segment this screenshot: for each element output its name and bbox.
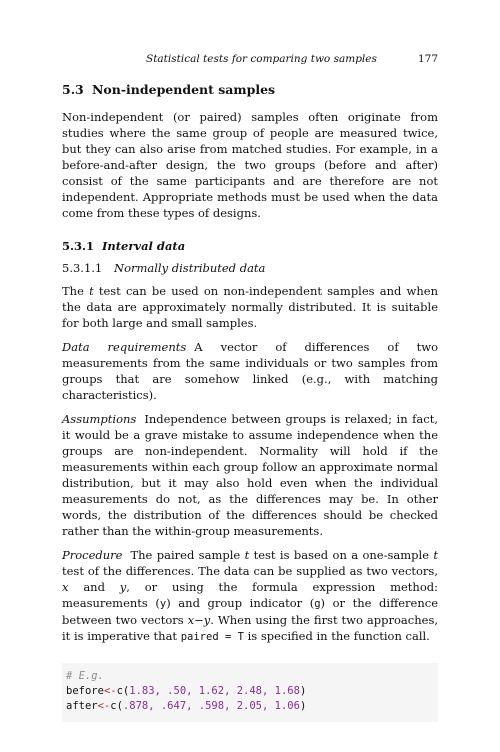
code-variable: after	[66, 700, 98, 712]
code-numbers: .878, .647, .598, 2.05, 1.06	[122, 700, 300, 712]
inline-code-y: y	[159, 598, 167, 610]
procedure-heading: Procedure	[62, 548, 123, 562]
text-span: Independence between groups is relaxed; in fact, it would be a grave mistake to assume independence when the groups are non-independent. Normality will hold if the measurements within each group follow an approximate normal distribution, but it may also hold even when the individual measurements do not, as the differences may be. In other words, the distribution of the differences should be checked rather than the within-group measurements.	[62, 412, 438, 538]
subsubsection-heading	[62, 261, 438, 275]
code-variable: before	[66, 685, 104, 697]
procedure-paragraph	[62, 547, 438, 645]
text-span: . When using the first two approaches, it is imperative that	[62, 613, 438, 643]
code-line-comment	[66, 669, 434, 684]
assumptions-paragraph	[62, 411, 438, 539]
code-function: c(	[116, 685, 130, 697]
text-span: The	[62, 284, 90, 298]
code-numbers: 1.83, .50, 1.62, 2.48, 1.68	[129, 685, 300, 697]
page-number: 177	[417, 53, 438, 65]
inline-code-g: g	[314, 598, 321, 610]
code-comment: # E.g.	[66, 670, 104, 682]
subsubsection-number: 5.3.1.1	[62, 261, 103, 275]
text-span: and	[68, 580, 120, 594]
text-span: test can be used on non-independent samples and when the data are approximately normally distributed. It is suitable for both large and small samples.	[62, 284, 438, 330]
text-span: The paired sample	[130, 548, 245, 562]
subsection-number: 5.3.1	[62, 239, 95, 253]
running-head-title: Statistical tests for comparing two samples	[146, 53, 377, 65]
text-span: is specified in the function call.	[243, 629, 430, 643]
subsection-title: Interval data	[102, 239, 186, 253]
code-block	[62, 663, 438, 722]
subsection-heading	[62, 239, 438, 253]
text-span: test of the differences. The data can be supplied as two vectors,	[62, 564, 438, 578]
math-y: y	[119, 580, 127, 594]
data-requirements-heading: Data requirements	[62, 340, 187, 354]
math-t: t	[244, 548, 250, 562]
page-body	[62, 82, 438, 722]
section-number: 5.3	[62, 82, 84, 97]
code-paren: )	[299, 700, 307, 712]
text-span: A vector of differences of two measurements from the same individuals or two samples from groups that are somehow linked (e.g., with matching characteristics).	[62, 340, 438, 402]
data-requirements-paragraph	[62, 339, 438, 403]
code-line-after	[66, 699, 434, 714]
text-span: test is based on a one-sample	[249, 548, 434, 562]
code-line-before	[66, 684, 434, 699]
text-span: ) or the difference between two vectors	[62, 596, 439, 627]
section-intro-paragraph: Non-independent (or paired) samples often originate from studies where the same group of people are measured twice, but they can also arise from matched studies. For example, in a before-and-after design, the two groups (before and after) consist of the same participants and are therefore are not independent. Appropriate methods must be used when the data come from these types of designs.	[62, 110, 438, 220]
section-title: Non-independent samples	[92, 82, 276, 97]
inline-code-paired: paired = T	[180, 631, 244, 643]
code-operator: <-	[97, 700, 111, 712]
math-x: x	[62, 580, 69, 594]
assumptions-heading: Assumptions	[62, 412, 137, 426]
t-test-intro-paragraph	[62, 283, 438, 331]
code-paren: )	[299, 685, 307, 697]
code-operator: <-	[103, 685, 117, 697]
text-span: , or using the formula expression method: measurements (	[62, 580, 438, 610]
subsubsection-title: Normally distributed data	[114, 261, 266, 275]
section-heading	[62, 82, 438, 97]
math-t: t	[433, 548, 439, 562]
math-t: t	[89, 284, 94, 298]
math-x-minus-y: x−y	[187, 613, 211, 627]
text-span: ) and group indicator (	[166, 596, 315, 610]
code-function: c(	[110, 700, 123, 712]
